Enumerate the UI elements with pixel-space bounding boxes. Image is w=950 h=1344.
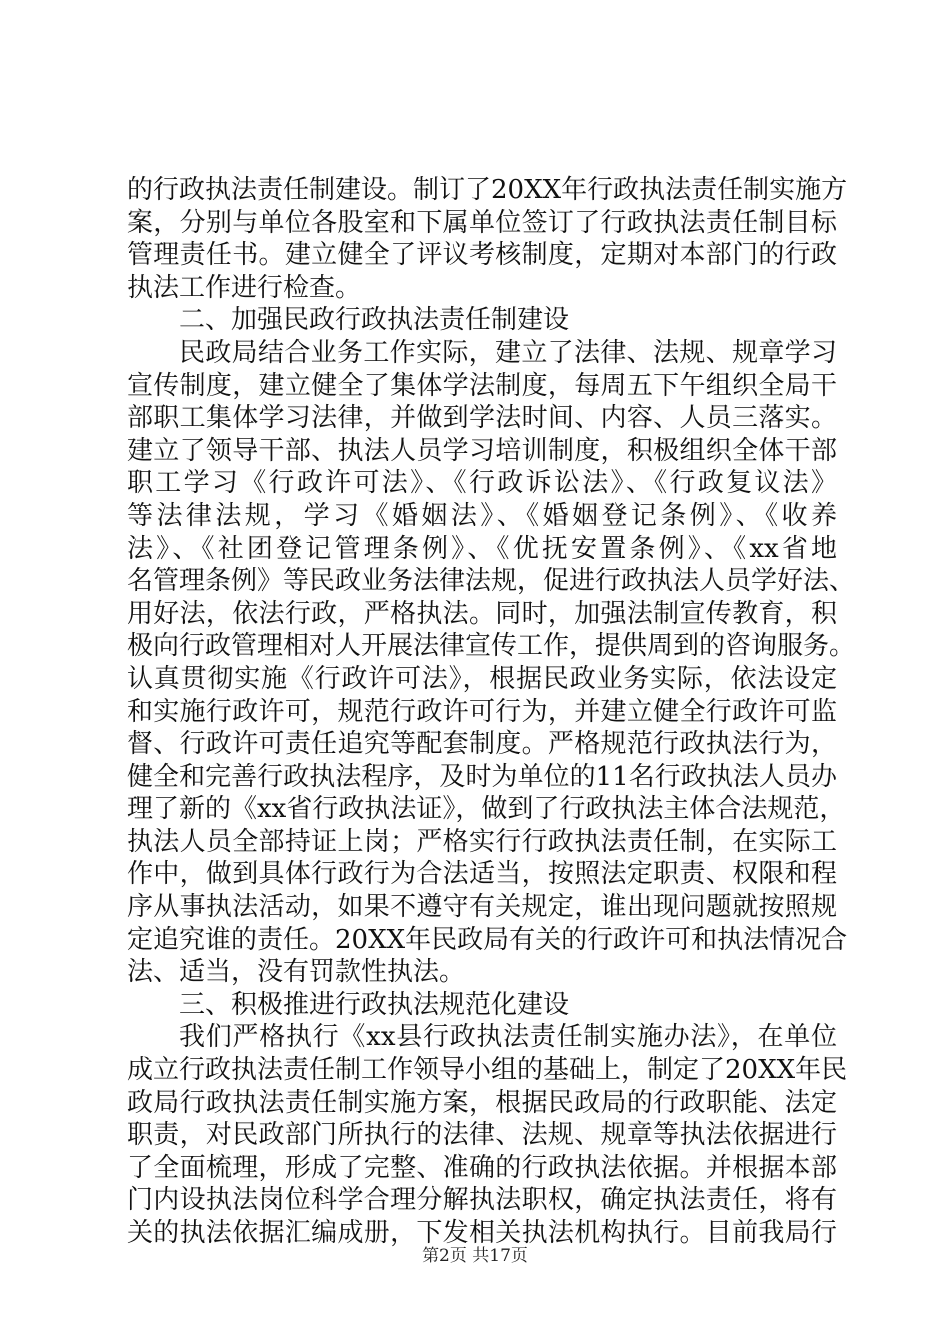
paragraph-line: 职工学习《行政许可法》、《行政诉讼法》、《行政复议法》 — [127, 468, 837, 499]
paragraph-line: 的行政执法责任制建设。制订了20XX年行政执法责任制实施方 — [127, 175, 848, 205]
paragraph-line: 定追究谁的责任。20XX年民政局有关的行政许可和执法情况合 — [127, 924, 848, 955]
page-footer: 第2页 共17页 — [422, 1246, 528, 1266]
paragraph-line: 民政局结合业务工作实际，建立了法律、法规、规章学习 — [179, 337, 837, 368]
paragraph-line: 建立了领导干部、执法人员学习培训制度，积极组织全体干部 — [127, 435, 837, 466]
paragraph-line: 极向行政管理相对人开展法律宣传工作，提供周到的咨询服务。 — [127, 631, 856, 662]
paragraph-line: 政局行政执法责任制实施方案，根据民政局的行政职能、法定 — [127, 1087, 837, 1118]
paragraph-line: 门内设执法岗位科学合理分解执法职权，确定执法责任，将有 — [127, 1185, 837, 1216]
paragraph-line: 成立行政执法责任制工作领导小组的基础上，制定了20XX年民 — [127, 1055, 848, 1086]
paragraph-line: 案，分别与单位各股室和下属单位签订了行政执法责任制目标 — [127, 207, 837, 238]
paragraph-line: 职责，对民政部门所执行的法律、法规、规章等执法依据进行 — [127, 1120, 837, 1151]
paragraph-line: 认真贯彻实施《行政许可法》，根据民政业务实际，依法设定 — [127, 663, 837, 694]
paragraph-line: 部职工集体学习法律，并做到学法时间、内容、人员三落实。 — [127, 403, 837, 434]
paragraph-line: 了全面梳理，形成了完整、准确的行政执法依据。并根据本部 — [127, 1152, 837, 1183]
section-heading: 三、积极推进行政执法规范化建设 — [179, 989, 570, 1020]
section-heading: 二、加强民政行政执法责任制建设 — [179, 305, 570, 336]
document-body — [127, 174, 856, 1250]
paragraph-line: 执法工作进行检查。 — [127, 272, 362, 303]
paragraph-line: 关的执法依据汇编成册，下发相关执法机构执行。目前我局行 — [127, 1218, 837, 1248]
paragraph-line: 等法律法规，学习《婚姻法》、《婚姻登记条例》、《收养 — [127, 500, 837, 531]
paragraph-line: 作中，做到具体行政行为合法适当，按照法定职责、权限和程 — [127, 859, 837, 890]
paragraph-line: 序从事执法活动，如果不遵守有关规定，谁出现问题就按照规 — [127, 892, 837, 923]
paragraph-line: 法》、《社团登记管理条例》、《优抚安置条例》、《xx省地 — [127, 533, 837, 564]
paragraph-line: 法、适当，没有罚款性执法。 — [127, 957, 466, 988]
paragraph-line: 宣传制度，建立健全了集体学法制度，每周五下午组织全局干 — [127, 370, 837, 401]
paragraph-line: 管理责任书。建立健全了评议考核制度，定期对本部门的行政 — [127, 240, 837, 271]
paragraph-line: 用好法，依法行政，严格执法。同时，加强法制宣传教育，积 — [127, 598, 837, 629]
paragraph-line: 执法人员全部持证上岗；严格实行行政执法责任制，在实际工 — [127, 826, 837, 857]
paragraph-line: 我们严格执行《xx县行政执法责任制实施办法》，在单位 — [179, 1022, 837, 1053]
paragraph-line: 和实施行政许可，规范行政许可行为，并建立健全行政许可监 — [127, 696, 837, 727]
paragraph-line: 健全和完善行政执法程序，及时为单位的11名行政执法人员办 — [127, 761, 837, 792]
paragraph-line: 理了新的《xx省行政执法证》，做到了行政执法主体合法规范， — [127, 794, 846, 825]
paragraph-line: 督、行政许可责任追究等配套制度。严格规范行政执法行为， — [127, 729, 837, 760]
paragraph-line: 名管理条例》等民政业务法律法规，促进行政执法人员学好法、 — [127, 566, 856, 597]
